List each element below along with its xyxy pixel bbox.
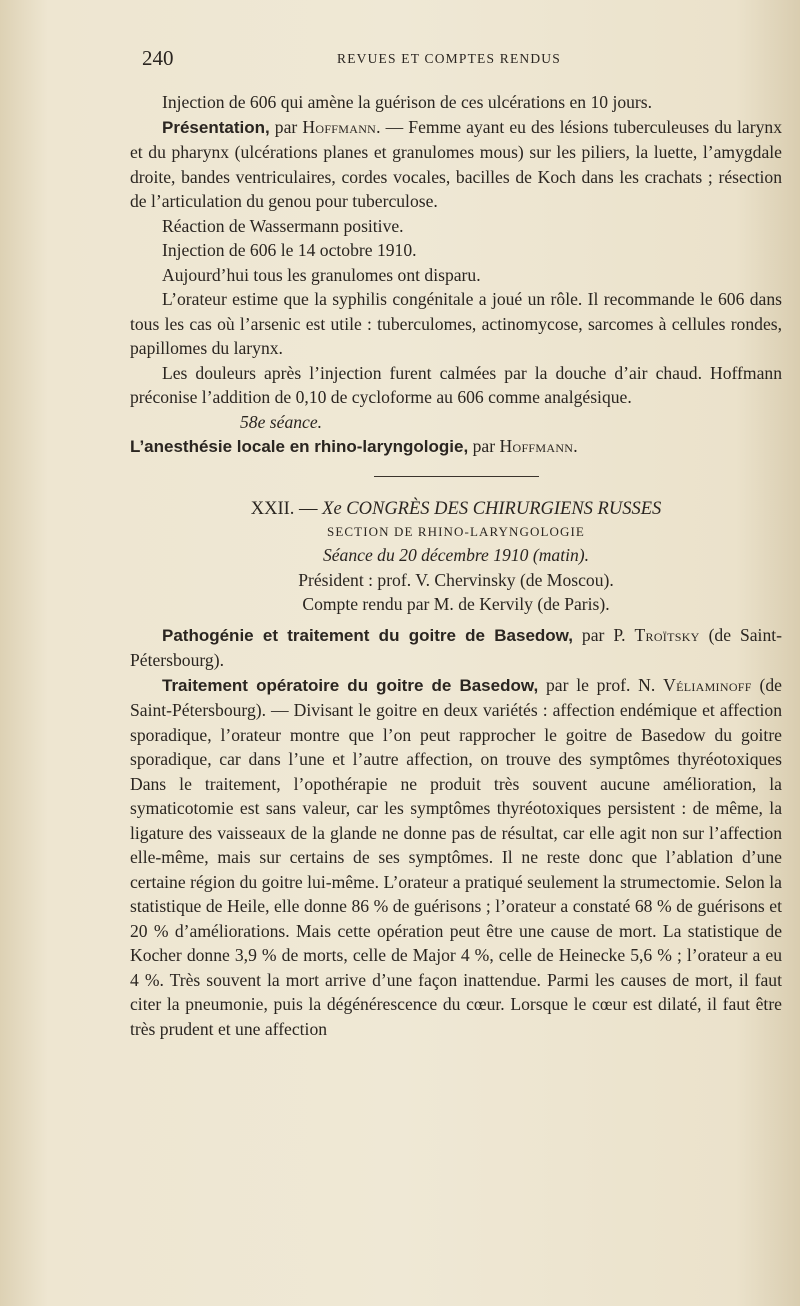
- paragraph-orateur: L’orateur estime que la syphilis congénitale a joué un rôle. Il recommande le 606 dans tous les cas où l’arsenic est utile : tuberculomes, actinomycose, sarcomes à cellules rondes, papillomes du larynx.: [130, 289, 782, 358]
- seance-heading: 58e séance.: [240, 411, 323, 432]
- congres-title: XXII. — Xe CONGRÈS DES CHIRURGIENS RUSSES: [250, 498, 662, 519]
- paragraph-injection: Injection de 606 qui amène la guérison de ces ulcérations en 10 jours.: [162, 92, 653, 112]
- traitement-heading: Traitement opératoire du goitre de Basedow,: [162, 675, 539, 695]
- author-name: Hoffmann: [302, 116, 377, 137]
- paragraph-presentation: Présentation, par Hoffmann. — Femme ayant eu des lésions tuberculeuses du larynx et du pharynx (ulcérations planes et granulomes mous) sur les piliers, la luette, l’amygdale droite, bandes ventriculaires, cordes vocales, bacilles de Koch dans les crachats ; résection de l’articulation du genou pour tuberculose.: [130, 116, 782, 211]
- pathogenie-heading: Pathogénie et traitement du goitre de Basedow,: [162, 625, 573, 645]
- body-text: [130, 90, 782, 1041]
- congres-president: Président : prof. V. Chervinsky (de Moscou).: [298, 569, 614, 590]
- congres-seance: Séance du 20 décembre 1910 (matin).: [322, 545, 590, 565]
- author-name: Véliaminoff: [663, 674, 752, 695]
- page-header: [142, 46, 760, 72]
- presentation-heading: Présentation,: [162, 117, 270, 137]
- author-name: Hoffmann: [499, 436, 574, 456]
- congres-compte-rendu: Compte rendu par M. de Kervily (de Paris).: [302, 594, 610, 614]
- paragraph-granulomes: Aujourd’hui tous les granulomes ont disparu.: [162, 264, 481, 285]
- page-number: 240: [142, 46, 174, 70]
- paragraph-injection-date: Injection de 606 le 14 octobre 1910.: [162, 240, 417, 260]
- section-title: SECTION DE RHINO-LARYNGOLOGIE: [327, 524, 585, 539]
- running-head: REVUES ET COMPTES RENDUS: [337, 51, 561, 66]
- anesthesie-heading: L’anesthésie locale en rhino-laryngologie,: [130, 437, 469, 456]
- paragraph-traitement: Traitement opératoire du goitre de Basedow, par le prof. N. Véliaminoff (de Saint-Pétersbourg). — Divisant le goitre en deux variétés : affection endémique et affection sporadique, l’orateur montre que l’on peut rapprocher le goitre de Basedow du goitre sporadique, car dans l’une et l’autre affection, on trouve des symptômes thyréotoxiques Dans le traitement, l’opothérapie ne produit très souvent aucune amélioration, la symaticotomie est sans valeur, car les symptômes thyréotoxiques persistent : de même, la ligature des vaisseaux de la glande ne donne pas de résultat, car elle agit non sur l’affection elle-même, mais sur certains de ses symptômes. Il ne reste donc que l’ablation d’une certaine région du goitre lui-même. L’orateur a pratiqué seulement la strumectomie. Selon la statistique de Heile, elle donne 86 % de guérisons ; l’orateur a constaté 68 % de guérisons et 20 % d’améliorations. Mais cette opération peut être une cause de mort. La statistique de Kocher donne 3,9 % de morts, celle de Major 4 %, celle de Heinecke 5,6 % ; l’orateur a eu 4 %. Très souvent la mort arrive d’une façon inattendue. Parmi les causes de mort, il faut citer la pneumonie, puis la dégénérescence du cœur. Lorsque le cœur est dilaté, il faut être très prudent et une affection: [130, 674, 782, 1039]
- author-name: Troïtsky: [634, 624, 700, 645]
- paragraph-wassermann: Réaction de Wassermann positive.: [162, 215, 404, 236]
- section-divider: [374, 476, 539, 477]
- paragraph-douleurs: Les douleurs après l’injection furent calmées par la douche d’air chaud. Hoffmann préconise l’addition de 0,10 de cycloforme au 606 comme analgésique.: [130, 362, 782, 407]
- paragraph-pathogenie: Pathogénie et traitement du goitre de Basedow, par P. Troïtsky (de Saint-Pétersbourg).: [130, 624, 782, 670]
- paragraph-anesthesie: L’anesthésie locale en rhino-laryngologie, par Hoffmann.: [130, 436, 578, 456]
